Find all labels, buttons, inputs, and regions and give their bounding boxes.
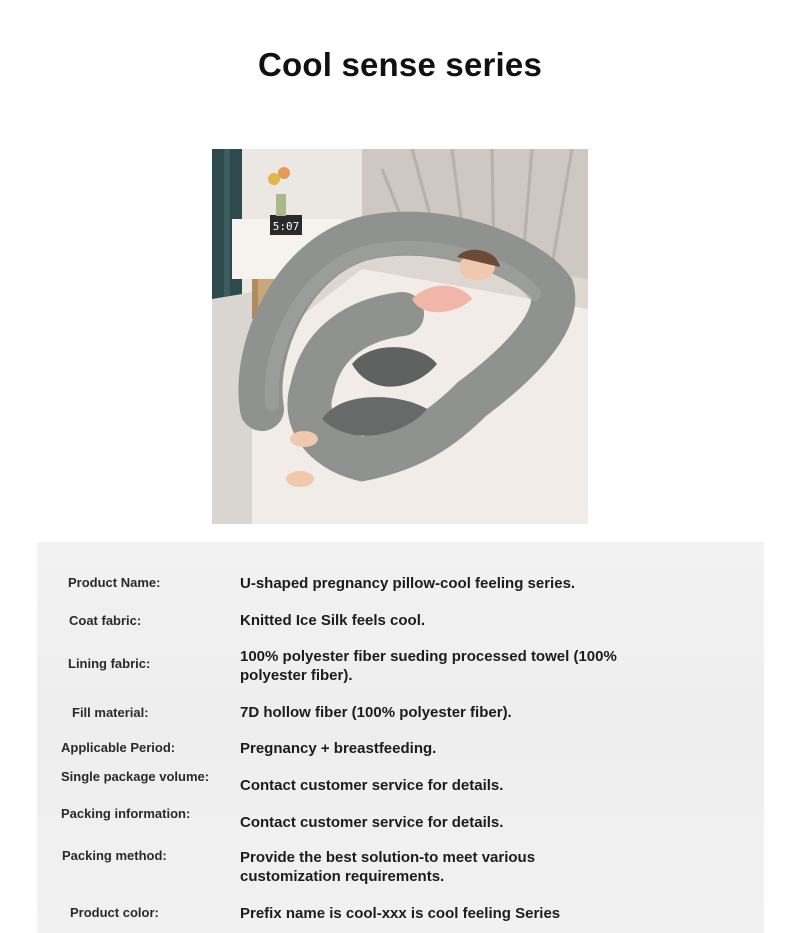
spec-value: Provide the best solution-to meet various customization requirements.	[240, 849, 536, 885]
spec-label: Product Name:	[68, 575, 161, 590]
spec-label: Coat fabric:	[69, 613, 142, 628]
clock-text: 5:07	[272, 220, 300, 233]
spec-label: Packing information:	[61, 806, 191, 821]
spec-label: Single package volume:	[61, 769, 210, 784]
spec-label: Applicable Period:	[61, 740, 176, 755]
spec-label: Packing method:	[62, 848, 167, 863]
spec-label: Lining fabric:	[68, 656, 151, 671]
spec-value: 100% polyester fiber sueding processed towel (100% polyester fiber).	[240, 648, 617, 684]
page-title: Cool sense series	[257, 46, 543, 83]
spec-value: 7D hollow fiber (100% polyester fiber).	[240, 704, 512, 721]
spec-value: Knitted Ice Silk feels cool.	[240, 612, 426, 629]
spec-value: Pregnancy + breastfeeding.	[240, 740, 437, 757]
product-photo	[212, 149, 588, 524]
spec-label: Product color:	[70, 905, 159, 920]
spec-value: Contact customer service for details.	[240, 777, 504, 794]
spec-label: Fill material:	[72, 705, 149, 720]
spec-value: U-shaped pregnancy pillow-cool feeling series.	[240, 575, 576, 592]
spec-value: Prefix name is cool-xxx is cool feeling Series	[240, 905, 561, 922]
spec-table	[37, 542, 764, 933]
spec-value: Contact customer service for details.	[240, 814, 504, 831]
